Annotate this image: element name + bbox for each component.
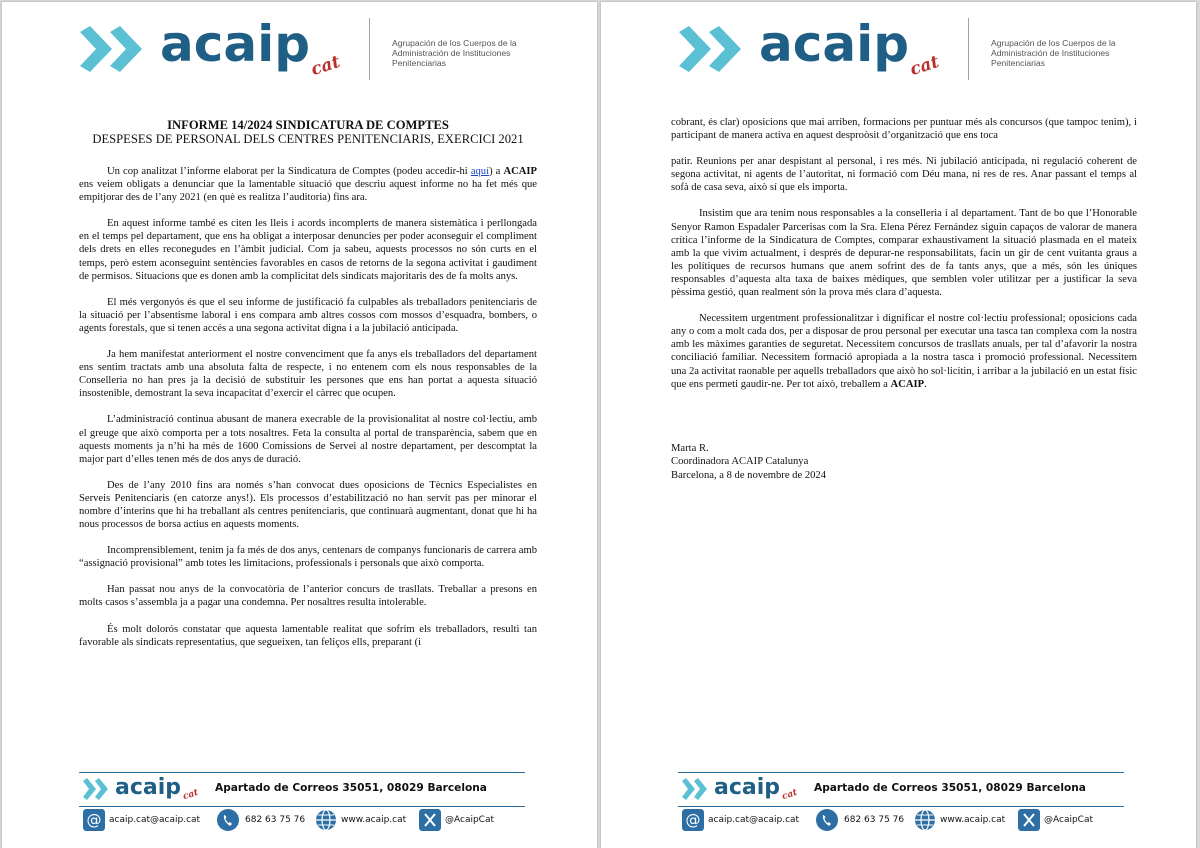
document-title: INFORME 14/2024 SINDICATURA DE COMPTES [167, 118, 449, 132]
footer-divider [678, 772, 1124, 773]
chevron-logo-icon [80, 26, 156, 72]
header-logo [80, 16, 540, 82]
organization-name [991, 38, 1151, 68]
header-divider [369, 18, 370, 80]
chevron-logo-icon [679, 26, 755, 72]
organization-name [392, 38, 552, 68]
acaip-bold: ACAIP [890, 378, 925, 390]
email-icon [83, 809, 105, 831]
paragraph: El més vergonyós és que el seu informe de justificació fa culpables als treballadors penitenciaris de la situació per l’absentisme laboral i ens compara amb altres cossos com mossos d’esquadra, bombers, o agents forestals, que si tenen accés a una segona activitat digna i a la jubilació anticipada. [79, 296, 537, 334]
chevron-logo-icon [682, 778, 712, 800]
header-divider [968, 18, 969, 80]
document-page-1 [2, 2, 597, 848]
org-line: Administración de Instituciones [991, 48, 1110, 58]
paragraph: cobrant, és clar) oposicions que mai arriben, formacions per puntuar més als concursos (que tampoc tenim), i participant de manera activa en aquest desproòsit d’organització que ens toca [671, 117, 1137, 142]
org-line: Administración de Instituciones [392, 48, 511, 58]
paragraph: Han passat nou anys de la convocatòria de l’anterior concurs de trasllats. Treballar a presons en molts casos s’assembla ja a pagar una condemna. Per nosaltres resulta intolerable. [79, 584, 537, 609]
x-social-icon [419, 809, 441, 831]
paragraph: Des de l’any 2010 fins ara només s’han convocat dues oposicions de Tècnics Especialistes en Serveis Penitenciaris (en catorze anys!). Els processos d’estabilització no han servit pas per minorar el nombre d’interins que hi ha treballant als centres penitenciaris, que continuarà augmentant, donat que hi ha nous processos de borsa actius en aquests moments. [79, 479, 537, 531]
paragraph [671, 312, 1137, 391]
footer-brand-suffix: cat [780, 787, 799, 803]
footer [79, 770, 525, 838]
brand-name: acaip [759, 15, 910, 73]
document-subtitle: DESPESES DE PERSONAL DELS CENTRES PENITENCIARIS, EXERCICI 2021 [92, 132, 524, 146]
paragraph-text: . [924, 378, 927, 390]
phone-icon [816, 809, 838, 831]
chevron-logo-icon [83, 778, 113, 800]
paragraph: Ja hem manifestat anteriorment el nostre convenciment que fa anys els treballadors del departament ens sentim tractats amb una absoluta falta de respecte, i no entenem com els nous responsables de la Conselleria no han pres ja la decisió de substituir les persones que ens han portat a aquesta situació insostenible, demostrant la seva incapacitat d’exercir el càrrec que ocupen. [79, 349, 537, 400]
footer [678, 770, 1124, 838]
footer-brand-suffix: cat [181, 787, 200, 803]
footer-phone[interactable]: 682 63 75 76 [844, 815, 905, 825]
footer-address: Apartado de Correos 35051, 08029 Barcelona [215, 782, 487, 794]
footer-brand: acaip [714, 775, 781, 800]
footer-divider [678, 806, 1124, 807]
globe-icon [914, 809, 936, 831]
paragraph-text: ens veiem obligats a denunciar que la lamentable situació que descriu aquest informe no ha fet més que empitjorar des de l’any 2021 (en què es realitza l’auditoria) fins ara. [79, 179, 537, 204]
x-social-icon [1018, 809, 1040, 831]
footer-divider [79, 772, 525, 773]
acaip-bold: ACAIP [503, 166, 537, 177]
brand-suffix: cat [308, 51, 343, 81]
paragraph [79, 165, 537, 204]
paragraph: Incomprensiblement, tenim ja fa més de dos anys, centenars de companys funcionaris de carrera amb “assignació provisional” amb totes les limitacions, professionals i personals que això comporta. [79, 545, 537, 570]
footer-social[interactable]: @AcaipCat [445, 815, 495, 825]
svg-text:@: @ [685, 811, 701, 829]
org-line: Agrupación de los Cuerpos de la [991, 38, 1116, 48]
paragraph-text: Necessitem urgentment professionalitzar i dignificar el nostre col·lectiu professional; oposicions cada any o com a molt cada dos, per a disposar de prou personal per executar una tasca tan complexa com la nostra amb les màximes garanties de seguretat. Necessitem concursos de trasllats anuals, per tal d’afavorir la nostra conciliació familiar. Necessitem formació apropiada a la nostra tasca i promoció professional. Necessitem una 2a activitat raonable per aquells treballadors que això ho sol·licitin, i arribar a la jubilació en un estat físic que ens permeti gaudir-ne. Per tot això, treballem a [671, 313, 1137, 390]
paragraph: Insistim que ara tenim nous responsables a la conselleria i al departament. Tant de bo que l’Honorable Senyor Ramon Espadaler Parcerisas com la Sra. Elena Pérez Fernández siguin capaços de valorar de manera crítica l’informe de la Sindicatura de Comptes, comparar exhaustivament la situació plasmada en el mateix amb la que vivim actualment, i després de depurar-ne responsabilitats, facin un gir de cent vuitanta graus a les polítiques de recursos humans que anem sofrint des de fa tants anys, que a més, són les úniques responsables d’aquesta alta taxa de baixes mèdiques, que semblen voler utilitzar per a justificar la seva pèssima gestió, quan realment són la prova més clara d’aquesta. [671, 208, 1137, 299]
org-line: Penitenciarias [392, 58, 446, 68]
paragraph-text: ) a [489, 166, 504, 177]
email-icon [682, 809, 704, 831]
svg-text:@: @ [86, 811, 102, 829]
footer-website[interactable]: www.acaip.cat [940, 815, 1006, 825]
paragraph: És molt dolorós constatar que aquesta lamentable realitat que sofrim els treballadors, resulti tan favorable als sindicats representatius, que segueixen, tan feliços ells, preparant (i [79, 623, 537, 648]
document-body [79, 118, 537, 662]
org-line: Penitenciarias [991, 58, 1045, 68]
paragraph: En aquest informe també es citen les lleis i acords incomplerts de manera sistemàtica i perllongada en el temps pel departament, que ens ha obligat a interposar denuncies per poder aconseguir el compliment dels drets en elles reconegudes en l’àmbit judicial. Com ja sabeu, aquests processos no són curts en el temps, però estem aconseguint sentències favorables en casos de retorns de la segona activitat i gaudiment de permisos. Situacions que es donen amb la complicitat dels sindicats majoritaris des de fa molts anys. [79, 218, 537, 282]
footer-divider [79, 806, 525, 807]
footer-website[interactable]: www.acaip.cat [341, 815, 407, 825]
signature-role: Coordinadora ACAIP Catalunya [671, 456, 809, 468]
document-body [671, 116, 1137, 482]
footer-address: Apartado de Correos 35051, 08029 Barcelona [814, 782, 1086, 794]
paragraph: L’administració continua abusant de manera execrable de la provisionalitat al nostre col·lectiu, amb el greuge que això comporta per a tots nosaltres. Feta la consulta al portal de transparència, sabem que en aquests moments ja n’hi ha més de 1600 Comissions de Servei al nostre departament, per descomptat la major part d’elles tenen més de dos anys de duració. [79, 414, 537, 465]
brand-name: acaip [160, 15, 311, 73]
signature-name: Marta R. [671, 442, 709, 454]
org-line: Agrupación de los Cuerpos de la [392, 38, 517, 48]
paragraph: patir. Reunions per anar despistant al personal, i res més. Ni jubilació anticipada, ni regulació coherent de segona activitat, ni agents de l’autoritat, ni formació com Déu mana, ni res de res. Anar passant el temps al sofà de casa seva, això sí que els importa. [671, 156, 1137, 194]
report-link[interactable]: aquí [470, 166, 490, 177]
header-logo [679, 16, 1139, 82]
footer-email[interactable]: acaip.cat@acaip.cat [109, 815, 201, 825]
globe-icon [315, 809, 337, 831]
phone-icon [217, 809, 239, 831]
paragraph-text: Un cop analitzat l’informe elaborat per la Sindicatura de Comptes (podeu accedir-hi [107, 166, 471, 177]
footer-social[interactable]: @AcaipCat [1044, 815, 1094, 825]
footer-phone[interactable]: 682 63 75 76 [245, 815, 306, 825]
signature-place-date: Barcelona, a 8 de novembre de 2024 [671, 469, 827, 481]
brand-suffix: cat [907, 51, 942, 81]
footer-brand: acaip [115, 775, 182, 800]
document-page-2 [601, 2, 1196, 848]
footer-email[interactable]: acaip.cat@acaip.cat [708, 815, 800, 825]
